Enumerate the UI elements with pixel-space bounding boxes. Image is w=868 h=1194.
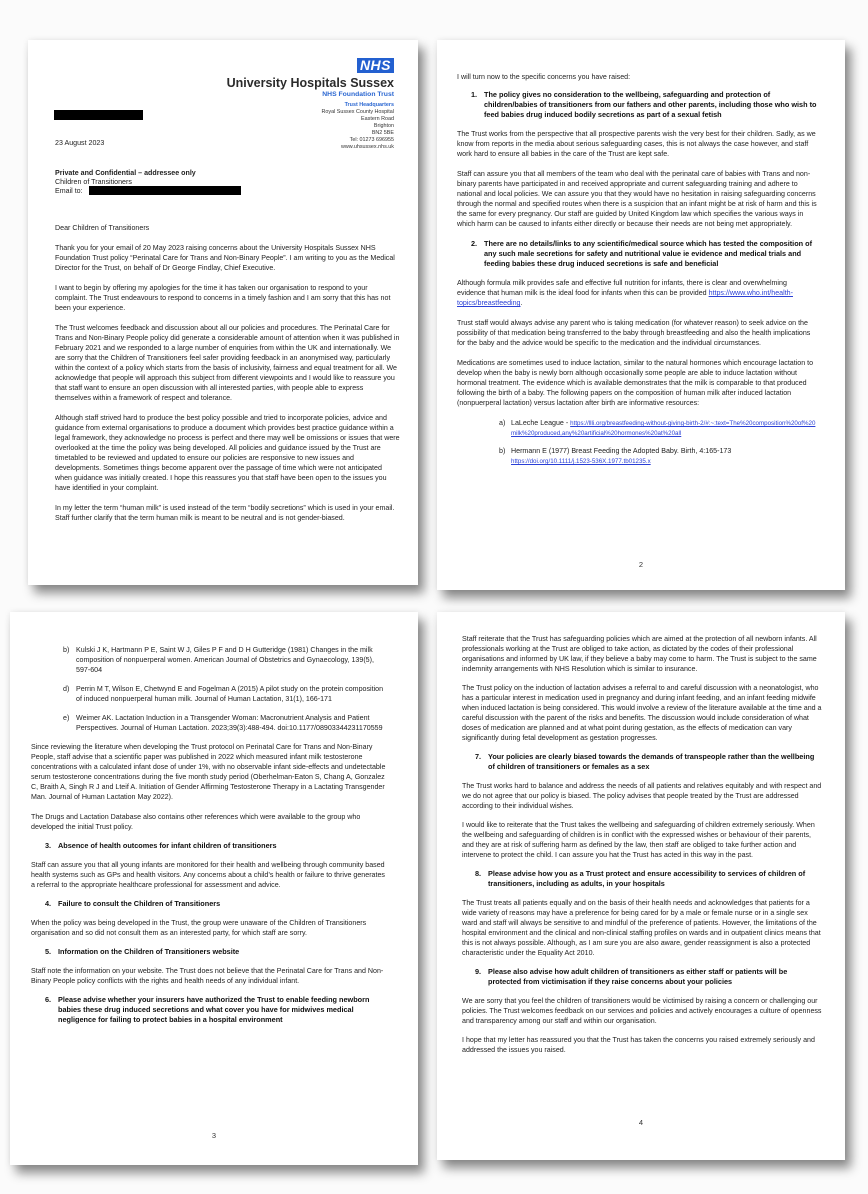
reference-item [63,713,386,733]
reference-label: b) [499,447,506,455]
paragraph: Staff can assure you that all members of the team who deal with the perinatal care of babies with Trans and non-binary parents have participated in and received appropriate and current safeguarding training and adhere to national and local policies. We can assure you that they would have no hesitation in raising safeguarding concerns through the normal and specified routes when there is a suspicion that an infant might be at risk of harm and this is the same for every pregnancy. Our staff are guided by United Kingdom law which specifies the various ways in which harm can be caused to infants either directly or because their needs are not being met appropriately. [457,170,817,228]
paragraph: Trust staff would always advise any parent who is taking medication (for whatever reason) to seek advice on the possibility of that medication being transferred to the baby through breastfeeding and also the health implications for the baby and the advice would be specific to the medication and the individual circumstances. [457,319,811,347]
concern-heading-3 [45,841,386,851]
concern-number: 6. [45,995,52,1004]
concern-number: 2. [471,239,478,248]
paragraph: The Trust treats all patients equally and on the basis of their health needs and acknowledges that patients for a wide variety of reasons may have a preference for being cared for by a male or female nurse or in a single sex ward and staff will always be sensitive to and mindful of the preference of patients. However, the limitations of the hospital environment and the clinical and non-clinical staffing profiles on wards and in outpatient clinics means that this is not always possible. Although, as I am sure you are also aware, gender reassignment is also a protected characteristic under the Equality Act 2010. [462,899,821,957]
concern-text: There are no details/links to any scientific/medical source which has tested the composition of any such male secretions for safety and nutritional value ie evidence and medical trials and feeding babies these drug induced secretions is safe and beneficial [484,239,813,268]
address-line: Royal Sussex County Hospital [321,109,394,115]
redacted-name [54,110,143,120]
paragraph: Although staff strived hard to produce the best policy possible and tried to incorporate policies, advice and guidance from external organisations to produce a document which provides best practice guidance within a legal framework, they acknowledge no process is perfect and there may well be omissions or issues that were overlooked at the time the policy was being developed. All policies and guidance issued by the Trust are timetabled to be reviewed and updated to ensure our policies are responsive to new issues and developments. Sometimes things become apparent over the passage of time which were not anticipated when guidance was initially created. I hope this reassures you that staff have been open to the issues you have identified in your complaint. [55,414,400,492]
address-line: Tel: 01273 696955 [349,137,394,143]
concern-number: 5. [45,947,52,956]
confidential-notice: Private and Confidential – addressee only [55,169,196,177]
concern-heading-9 [475,967,822,987]
concern-heading-2 [471,239,817,269]
concern-number: 9. [475,967,482,976]
paragraph: I want to begin by offering my apologies for the time it has taken our organisation to respond to your complaint. The Trust endeavours to respond to concerns in a timely fashion and I am sorry that this has not been your experience. [55,284,391,312]
concern-number: 1. [471,90,478,99]
concern-heading-8 [475,869,822,889]
paragraph: In my letter the term “human milk” is used instead of the term “bodily secretions” which is used in your email. Staff further clarify that the term human milk is meant to be neutral and is not gender-biased. [55,504,395,522]
concern-text: Absence of health outcomes for infant children of transitioners [58,841,277,850]
reference-item [63,684,386,704]
concern-number: 8. [475,869,482,878]
letter-date: 23 August 2023 [55,139,105,147]
reference-item [499,446,817,466]
paragraph: The Trust policy on the induction of lactation advises a referral to and careful discussion with a neonatologist, who has a particular interest in medication used in pregnancy and during infant feeding, and an infant feeding midwife when induced lactation is being considered. This would involve a review of the literature available at the time and a careful discussion with the parent of the risks and benefits. The discussion would include consideration of what doses of medication are planned and at what point during gestation, as the effects of medication can vary significantly during fetal development as gestation progresses. [462,684,822,742]
concern-number: 4. [45,899,52,908]
address-line: BN2 5BE [371,130,394,136]
concern-number: 7. [475,752,482,761]
concern-text: Please also advise how adult children of transitioners as either staff or patients will be protected from victimisation if they raise concerns about your policies [488,967,788,986]
page-number: 4 [638,1118,644,1127]
reference-text: Weimer AK. Lactation Induction in a Transgender Woman: Macronutrient Analysis and Patient Perspectives. Journal of Human Lactation. 2023;39(3):488-494. doi:10.1177/08903344231170559 [76,714,383,732]
reference-text: Hermann E (1977) Breast Feeding the Adopted Baby. Birth, 4:165-173 [511,447,732,455]
reference-text: Perrin M T, Wilson E, Chetwynd E and Fogelman A (2015) A pilot study on the protein composition of induced nonpuerperal human milk. Journal of Human Lactation, 31(1), 166-171 [76,685,384,703]
address-line: www.uhsussex.nhs.uk [340,144,394,150]
concern-heading-6 [45,995,386,1025]
reference-label: d) [63,685,70,693]
paragraph: Medications are sometimes used to induce lactation, similar to the natural hormones which encourage lactation to develop when the baby is newly born although occasionally some people are able to induce lactation without hormonal treatment. The evidence which is available demonstrates that the milk is comparable to that produced following the birth of a baby. The following papers on the composition of human milk after induced lactation (nonpuerperal lactation) versus lactation after birth are informative resources: [457,359,814,407]
address-line: Trust Headquarters [344,102,394,108]
salutation: Dear Children of Transitioners [55,224,150,232]
concern-heading-1 [471,90,817,120]
letter-page-1 [28,40,418,585]
letter-body [55,223,400,523]
page-2-body [457,72,817,466]
concern-text: Please advise whether your insurers have authorized the Trust to enable feeding newborn babies these drug induced secretions and what cover you have for midwives medical negligence for failing to protect babies in a hospital environment [58,995,370,1024]
reference-item [63,645,386,675]
reference-link[interactable]: https://llli.org/breastfeeding-without-giving-birth-2/#:~:text=The%20composition%20of%20milk%20produced,any%20artificial%20hormones%20at%20all [511,420,816,437]
concern-text: Failure to consult the Children of Transitioners [58,899,221,908]
concern-heading-5 [45,947,386,957]
reference-link[interactable]: https://doi.org/10.1111/j.1523-536X.1977.tb01235.x [511,458,651,465]
reference-label: b) [63,646,70,654]
trust-address [321,102,394,151]
paragraph: Staff can assure you that all young infants are monitored for their health and wellbeing through community based health systems such as GPs and health visitors. Any concerns about a child’s health or failure to thrive generates a referral to the appropriate healthcare professional for assessment and advice. [31,861,385,889]
org-name: University Hospitals Sussex [226,76,394,90]
paragraph: Staff reiterate that the Trust has safeguarding policies which are aimed at the protection of all newborn infants. All professionals working at the Trust are obliged to take action, as dictated by the codes of their professional organisations and informed by UK law, if they believe a baby may come to harm. The Trust is subject to the same indemnity arrangements with NHS Resolution which is similar to insurance. [462,635,817,673]
reference-label: e) [63,714,70,722]
who-breastfeeding-link[interactable]: https://www.who.int/health-topics/breastfeeding [457,289,793,307]
reference-label: a) [499,419,506,427]
org-subtitle: NHS Foundation Trust [322,91,394,98]
intro-text: I will turn now to the specific concerns you have raised: [457,73,631,81]
paragraph: Since reviewing the literature when developing the Trust protocol on Perinatal Care for Trans and Non-Binary People, staff advise that a scientific paper was published in 2022 which measured infant milk testosterone concentrations with a calculated infant dose of under 1%, with no observable infant side-effects and undetectable serum testosterone concentrations during the five month study period (Oberhelman-Eaton S, Chang A, Gonzalez C, Braith A, Singh R J and Lteif A. Initiation of Gender Affirming Testosterone Therapy in a Lactating Transgender Man. Journal of Human Lactation May 2022). [31,743,386,801]
page-number: 2 [638,560,644,569]
address-line: Eastern Road [361,116,394,122]
letter-page-4 [437,612,845,1160]
reference-text: LaLeche League - [511,419,571,427]
page-number: 3 [211,1131,217,1140]
page-4-body [462,634,822,1055]
concern-text: Your policies are clearly biased towards the demands of transpeople rather than the wellbeing of children of transitioners or females as a sex [488,752,815,771]
concern-text: Please advise how you as a Trust protect and ensure accessibility to services of children of transitioners, including as adults, in your hospitals [488,869,806,888]
paragraph: We are sorry that you feel the children of transitioners would be victimised by raising a concern or challenging our policies. The Trust welcomes feedback on our services and policies and actively encourages a culture of openness and transparency among our staff and within our organisation. [462,997,822,1025]
redacted-email [89,186,241,195]
paragraph: The Trust works hard to balance and address the needs of all patients and relatives equitably and with respect and we do not agree that our policy is biased. The policy advises that people treated by the Trust are addressed according to their individual wishes. [462,782,822,810]
paragraph-end: . [520,299,523,307]
email-label: Email to: [55,187,83,195]
paragraph: I hope that my letter has reassured you that the Trust has taken the concerns you raised extremely seriously and addressed the issues you raised. [462,1036,815,1054]
paragraph: The Trust welcomes feedback and discussion about all our policies and procedures. The Perinatal Care for Trans and Non-Binary People policy did generate a considerable amount of attention when it was published in February 2021 and we responded to a large number of enquiries from within the UK and internationally. We are sorry that the Children of Transitioners feel safer providing feedback in an anonymised way, particularly within the context of a policy which starts from the basis of inclusivity, fairness and equal treatment for all. We acknowledge that people will approach this subject from different viewpoints and I would like to reassure you that staff want to ensure an open discussion with all interested parties, with people able to express themselves within a framework of respect and tolerance. [55,324,400,402]
page-3-body [31,645,386,1025]
paragraph: Staff note the information on your website. The Trust does not believe that the Perinatal Care for Trans and Non-Binary People policy conflicts with the rights and health needs of any individual infant. [31,967,384,985]
concern-text: The policy gives no consideration to the wellbeing, safeguarding and protection of children/babies of transitioners from our fathers and other parents, including those who wish to feed babies drug induced bodily secretions as part of a sexual fetish [484,90,817,119]
reference-text: Kulski J K, Hartmann P E, Saint W J, Giles P F and D H Gutteridge (1981) Changes in the milk composition of nonpuerperal women. American Journal of Obstetrics and Gynaecology, 139(5), 597-604 [76,646,374,674]
paragraph: When the policy was being developed in the Trust, the group were unaware of the Children of Transitioners organisation and so did not consult them as an interested party, for which staff are sorry. [31,919,367,937]
concern-number: 3. [45,841,52,850]
paragraph: The Drugs and Lactation Database also contains other references which were available to the group who developed the initial Trust policy. [31,813,361,831]
letter-page-3 [10,612,418,1165]
nhs-logo: NHS [357,58,394,73]
paragraph [457,278,817,308]
paragraph: Thank you for your email of 20 May 2023 raising concerns about the University Hospitals Sussex NHS Foundation Trust policy “Perinatal Care for Trans and Non-Binary People”. I am writing to you as the Medical Director for the Trust, on behalf of Dr George Findlay, Chief Executive. [55,244,395,272]
paragraph: I would like to reiterate that the Trust takes the wellbeing and safeguarding of children extremely seriously. When the wellbeing and safeguarding of children is in conflict with the expressed wishes or behaviour of their parents, and they are at risk of suffering harm as defined by the law, then staff are obliged to take further action and intervene to protect the child. I can assure you hat the Trust has acted in this way in the past. [462,821,815,859]
concern-heading-7 [475,752,822,772]
address-line: Brighton [373,123,394,129]
recipient-name: Children of Transitioners [55,178,132,186]
letter-page-2 [437,40,845,590]
concern-heading-4 [45,899,386,909]
paragraph-text: Although formula milk provides safe and effective full nutrition for infants, there is clear and overwhelming evidence that human milk is the ideal food for infants when this can be provided [457,279,787,297]
paragraph: The Trust works from the perspective that all prospective parents wish the very best for their children. Sadly, as we know from reports in the media about serious safeguarding cases, this is not always the case however, and staff work hard to ensure all babies in the care of the Trust are kept safe. [457,130,816,158]
concern-text: Information on the Children of Transitioners website [58,947,240,956]
reference-item [499,418,817,438]
